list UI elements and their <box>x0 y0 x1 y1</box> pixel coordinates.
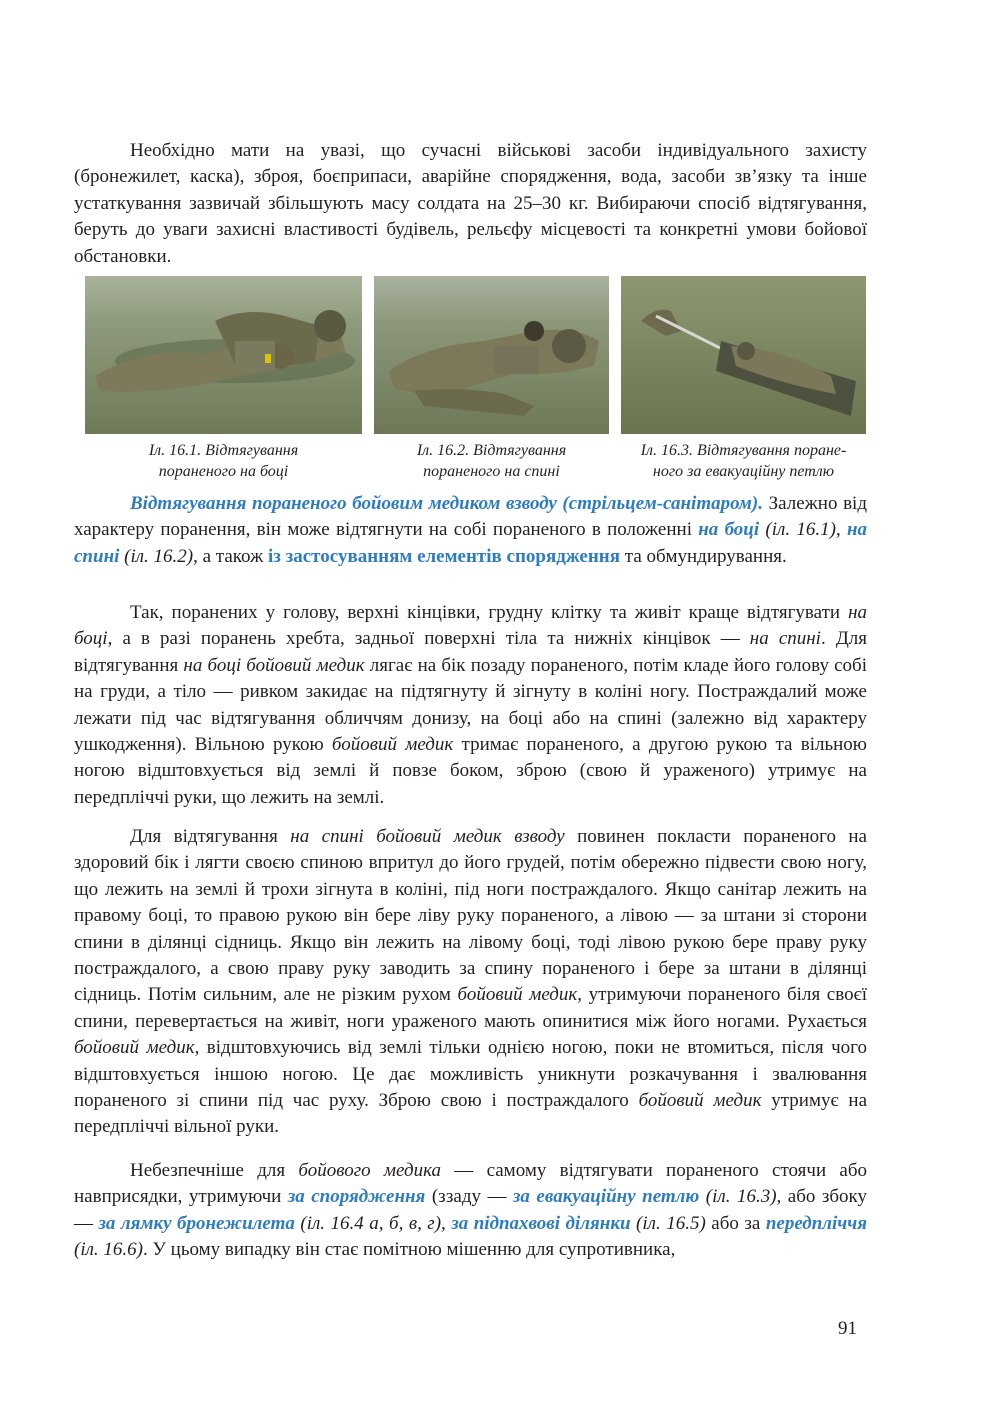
text-run: утримує на передпліччі вільної руки. <box>74 1090 868 1138</box>
figure-16-2-photo <box>374 276 609 434</box>
term-equipment: із застосуванням елементів спорядження <box>267 545 621 567</box>
italic-run: бойовий медик <box>638 1090 762 1112</box>
caption-line: Іл. 16.1. Відтягування <box>148 442 299 459</box>
text-run: лягає на бік позаду пораненого, потім кладе його голову собі на груди, а тіло — ривком закидає на підтягнуту й зігнуту в коліні ногу. Постраждалий може лежати під час відтягування обличчям донизу, на боці або на спині (залежно від характеру ушкодження). Вільною рукою <box>74 654 867 756</box>
text-run: та обмундирування. <box>620 545 787 567</box>
italic-run: на спині <box>749 628 821 650</box>
text-run: . У цьому випадку він стає помітною мішенню для супротивника, <box>142 1239 676 1261</box>
text-run: Залежно від характеру поранення, він може відтягнути на собі пораненого в положенні <box>74 493 867 541</box>
term-equipment: за спорядження <box>287 1186 426 1208</box>
figure-ref: (іл. 16.3), <box>699 1186 782 1208</box>
italic-run: бойовий медик <box>74 1037 195 1059</box>
page-number: 91 <box>838 1318 857 1339</box>
text-run: . Для відтягування <box>74 628 867 676</box>
figure-ref: (іл. 16.5) <box>630 1212 706 1234</box>
paragraph-on-back <box>74 824 867 1141</box>
intro-paragraph <box>74 138 867 270</box>
term-on-side: на боці <box>698 519 760 541</box>
caption-line: ного за евакуаційну петлю <box>652 463 835 480</box>
paragraph-dragging-medic <box>74 491 867 570</box>
text-run: Небезпечніше для <box>130 1160 299 1181</box>
text-run: або за <box>705 1212 766 1234</box>
paragraph-standing <box>74 1158 867 1264</box>
text-run: , відштовхуючись від землі тільки однією ногою, поки не втомиться, після чого відштовхується іншою ногою. Це дає можливість уникнути розкачування і звалювання пораненого зі спини під час руху. Зброю свою і постраждалого <box>74 1037 867 1112</box>
text-run: , а в разі поранень хребта, задньої поверхні тіла та нижніх кінцівок — <box>107 628 750 650</box>
text-run: утримуючи пораненого біля своєї спини, перевертається на живіт, ноги ураженого мають опинитися між його ногами. Рухається <box>74 984 868 1032</box>
italic-run: на спині бойовий медик взводу <box>290 826 565 847</box>
text-run: або збоку — <box>74 1186 868 1234</box>
italic-run: бойовий медик <box>331 734 454 756</box>
term-armpits: за підпахвові ділянки <box>451 1212 631 1234</box>
term-evac-loop: за евакуаційну петлю <box>513 1186 700 1208</box>
text-run: (ззаду — <box>425 1186 513 1208</box>
text-run: , а також <box>193 545 268 567</box>
figure-ref: (іл. 16.4 а, б, в, г), <box>294 1212 446 1234</box>
section-heading: Відтягування пораненого бойовим медиком взводу (стрільцем-санітаром). <box>130 493 763 514</box>
caption-line: Іл. 16.3. Відтягування поране- <box>640 442 847 459</box>
caption-line: Іл. 16.2. Відтягування <box>416 442 567 459</box>
italic-run: бойовий медик, <box>457 984 583 1006</box>
figure-16-3-photo <box>621 276 866 434</box>
text-run: Для відтягування <box>130 826 291 847</box>
italic-run: на боці бойовий медик <box>183 654 365 676</box>
intro-text: Необхідно мати на увазі, що сучасні військові засоби індивідуального захисту (бронежилет, каска), зброя, боєприпаси, аварійне спорядження, вода, засоби зв’язку та інше устаткування зазвичай збільшують масу солдата на 25–30 кг. Вибираючи спосіб відтягування, беруть до уваги захисні властивості будівель, рельєфу місцевості та конкретні умови бойової обстановки. <box>74 140 867 267</box>
figure-16-1-caption <box>100 440 347 482</box>
text-run: тримає пораненого, а другою рукою та вільною ногою відштовхується від землі й повзе боком, зброю (свою й ураженого) утримує на передпліччі руки, що лежить на землі. <box>74 734 867 808</box>
figure-ref: (іл. 16.2) <box>119 545 194 567</box>
italic-run: бойового медика <box>298 1160 441 1181</box>
figure-16-1-photo <box>85 276 362 434</box>
paragraph-on-side <box>74 600 867 811</box>
text-run: — самому відтягувати пораненого стоячи або навприсядки, утримуючи <box>74 1160 867 1208</box>
italic-run: на боці <box>74 602 867 650</box>
figure-ref: (іл. 16.6) <box>74 1239 143 1261</box>
term-forearm: передпліччя <box>765 1212 868 1234</box>
caption-line: пораненого на боці <box>158 463 289 480</box>
text-run: повинен покласти пораненого на здоровий бік і лягти своєю спиною впритул до його грудей, потім обережно підвести свою ногу, що лежить на землі й трохи зігнута в коліні, під ноги постраждалого. Якщо санітар лежить на правому боці, то правою рукою він бере ліву руку пораненого, а лівою — за штани зі сторони спини в ділянці сідниць. Якщо він лежить на лівому боці, тоді лівою рукою бере праву руку постраждалого, а свою праву руку заводить за спину пораненого і бере за штани в ділянці сідниць. Потім сильним, але не різким рухом <box>74 826 867 1006</box>
term-on-back: на спині <box>74 519 868 567</box>
figure-16-3-caption <box>616 440 871 482</box>
term-vest-strap: за лямку бронежилета <box>98 1212 295 1234</box>
text-run: Так, поранених у голову, верхні кінцівки, грудну клітку та живіт краще відтягувати <box>130 602 849 623</box>
caption-line: пораненого на спині <box>423 463 560 480</box>
figure-16-2-caption <box>374 440 609 482</box>
figure-ref: (іл. 16.1), <box>759 519 841 541</box>
